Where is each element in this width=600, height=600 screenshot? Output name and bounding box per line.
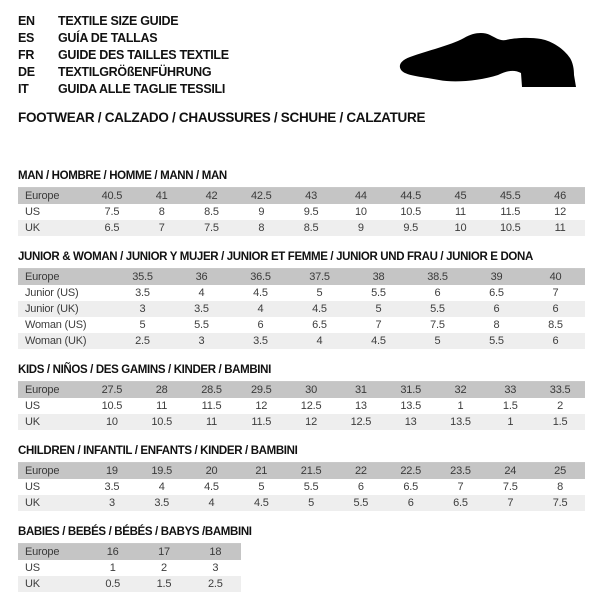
size-cell: 2 — [557, 400, 564, 412]
row-label: UK — [25, 416, 40, 428]
size-cell: 3 — [139, 303, 146, 315]
size-cell: 8.5 — [548, 319, 563, 331]
size-cell: 4.5 — [371, 335, 386, 347]
size-cell: 1.5 — [552, 416, 568, 428]
size-cell: 7 — [158, 222, 165, 234]
size-cell: 6 — [493, 303, 500, 315]
table-row — [18, 301, 585, 317]
size-cell: 5 — [434, 335, 441, 347]
size-cell: 9.5 — [403, 222, 419, 234]
size-cell: 19.5 — [151, 465, 172, 477]
size-cell: 2.5 — [135, 335, 150, 347]
row-label: UK — [25, 497, 40, 509]
size-cell: 0.5 — [105, 578, 121, 590]
row-label: US — [25, 400, 40, 412]
size-cell: 5.5 — [353, 497, 369, 509]
size-cell: 13.5 — [450, 416, 471, 428]
size-cell: 28.5 — [201, 384, 222, 396]
size-cell: 6 — [552, 335, 559, 347]
table-row — [18, 414, 585, 430]
size-table-kids — [18, 381, 585, 430]
size-cell: 13.5 — [400, 400, 421, 412]
size-cell: 45 — [454, 190, 467, 202]
size-cell: 10.5 — [151, 416, 172, 428]
size-cell: 8 — [557, 481, 564, 493]
table-row — [18, 495, 585, 511]
size-cell: 4 — [316, 335, 323, 347]
size-cell: 6 — [357, 481, 364, 493]
row-label: Woman (US) — [25, 319, 87, 331]
size-cell: 16 — [106, 546, 119, 558]
section-children — [18, 445, 582, 511]
size-cell: 22 — [354, 465, 367, 477]
size-cell: 33.5 — [549, 384, 571, 396]
size-cell: 23.5 — [450, 465, 471, 477]
size-cell: 7.5 — [502, 481, 518, 493]
section-babies — [18, 526, 582, 592]
row-label: Europe — [25, 190, 60, 202]
section-title: CHILDREN / INFANTIL / ENFANTS / KINDER / BAMBINI — [18, 445, 298, 457]
row-label: Junior (US) — [25, 287, 79, 299]
size-cell: 4 — [257, 303, 264, 315]
size-cell: 3.5 — [194, 303, 209, 315]
size-cell: 3.5 — [154, 497, 170, 509]
size-cell: 13 — [354, 400, 367, 412]
size-cell: 24 — [504, 465, 517, 477]
size-cell: 5 — [316, 287, 323, 299]
size-cell: 5.5 — [303, 481, 319, 493]
size-cell: 4 — [198, 287, 205, 299]
size-cell: 18 — [209, 546, 222, 558]
size-cell: 11 — [454, 206, 466, 218]
size-cell: 43 — [305, 190, 317, 202]
size-cell: 10.5 — [400, 206, 421, 218]
section-title: BABIES / BEBÉS / BÉBÉS / BABYS /BAMBINI — [18, 526, 252, 538]
size-cell: 12.5 — [350, 416, 372, 428]
language-title: GUIDA ALLE TAGLIE TESSILI — [58, 82, 226, 96]
size-cell: 6 — [257, 319, 264, 331]
size-cell: 12 — [554, 206, 566, 218]
size-cell: 7 — [457, 481, 464, 493]
row-label: Europe — [25, 271, 60, 283]
size-cell: 6.5 — [312, 319, 327, 331]
size-cell: 46 — [554, 190, 566, 202]
size-cell: 29.5 — [250, 384, 272, 396]
size-cell: 6.5 — [453, 497, 468, 509]
size-cell: 7 — [552, 287, 559, 299]
size-cell: 6 — [407, 497, 414, 509]
row-label: US — [25, 562, 40, 574]
table-row — [18, 463, 585, 480]
size-cell: 1 — [109, 562, 116, 574]
size-cell: 2 — [161, 562, 167, 574]
size-cell: 6 — [434, 287, 441, 299]
size-cell: 5 — [308, 497, 315, 509]
size-cell: 42.5 — [250, 190, 272, 202]
size-cell: 13 — [404, 416, 417, 428]
size-cell: 12 — [305, 416, 317, 428]
size-cell: 40 — [549, 271, 562, 283]
size-cell: 3.5 — [135, 287, 150, 299]
size-cell: 1.5 — [502, 400, 518, 412]
table-row — [18, 398, 585, 414]
size-cell: 10.5 — [499, 222, 521, 234]
row-label: Woman (UK) — [25, 335, 87, 347]
size-cell: 41 — [155, 190, 168, 202]
table-row — [18, 269, 585, 286]
size-cell: 33 — [504, 384, 517, 396]
size-cell: 4.5 — [204, 481, 219, 493]
size-cell: 11.5 — [251, 416, 272, 428]
size-cell: 11.5 — [500, 206, 521, 218]
size-cell: 17 — [158, 546, 170, 558]
size-cell: 38 — [372, 271, 385, 283]
section-title: KIDS / NIÑOS / DES GAMINS / KINDER / BAMBINI — [18, 364, 271, 376]
size-cell: 8.5 — [303, 222, 319, 234]
size-cell: 31 — [354, 384, 367, 396]
size-cell: 20 — [205, 465, 218, 477]
size-cell: 2.5 — [207, 578, 223, 590]
language-code: EN — [18, 14, 35, 28]
size-cell: 3 — [108, 497, 115, 509]
size-cell: 37.5 — [309, 271, 330, 283]
size-cell: 7.5 — [204, 222, 219, 234]
row-label: Europe — [25, 546, 60, 558]
size-table-man — [18, 187, 585, 236]
size-cell: 7.5 — [430, 319, 445, 331]
size-cell: 4.5 — [253, 497, 269, 509]
size-cell: 39 — [490, 271, 503, 283]
size-cell: 8 — [158, 206, 165, 218]
language-title: GUIDE DES TAILLES TEXTILE — [58, 48, 229, 62]
size-cell: 22.5 — [400, 465, 421, 477]
table-row — [18, 560, 241, 576]
size-cell: 3 — [212, 562, 219, 574]
row-label: UK — [25, 222, 40, 234]
section-kids — [18, 364, 582, 430]
size-table-children — [18, 462, 585, 511]
size-cell: 12.5 — [300, 400, 322, 412]
size-tables — [18, 170, 582, 592]
size-cell: 1 — [457, 400, 464, 412]
size-cell: 9 — [258, 206, 265, 218]
size-cell: 32 — [454, 384, 467, 396]
language-code: FR — [18, 48, 35, 62]
size-cell: 11 — [554, 222, 566, 234]
size-cell: 42 — [205, 190, 218, 202]
size-cell: 6.5 — [403, 481, 419, 493]
size-cell: 5.5 — [430, 303, 445, 315]
size-cell: 11 — [205, 416, 217, 428]
size-cell: 36.5 — [250, 271, 271, 283]
size-cell: 36 — [195, 271, 208, 283]
row-label: Junior (UK) — [25, 303, 79, 315]
row-label: Europe — [25, 384, 60, 396]
section-junior-woman — [18, 251, 582, 349]
size-cell: 1 — [507, 416, 514, 428]
size-table-junior-woman — [18, 268, 585, 349]
row-label: US — [25, 481, 40, 493]
size-cell: 7.5 — [552, 497, 568, 509]
size-cell: 3 — [198, 335, 205, 347]
size-cell: 44.5 — [400, 190, 421, 202]
size-cell: 5 — [375, 303, 382, 315]
shoe-icon — [394, 25, 579, 90]
size-cell: 8 — [493, 319, 500, 331]
table-row — [18, 220, 585, 236]
table-row — [18, 544, 241, 561]
size-cell: 21 — [255, 465, 268, 477]
size-cell: 30 — [305, 384, 317, 396]
size-cell: 3.5 — [253, 335, 268, 347]
size-cell: 7 — [375, 319, 382, 331]
language-code: IT — [18, 82, 29, 96]
size-cell: 4.5 — [312, 303, 327, 315]
size-cell: 5.5 — [194, 319, 209, 331]
size-cell: 19 — [105, 465, 118, 477]
table-row — [18, 333, 585, 349]
size-cell: 4 — [208, 497, 215, 509]
size-cell: 5 — [139, 319, 146, 331]
size-cell: 9 — [357, 222, 364, 234]
size-cell: 44 — [354, 190, 367, 202]
language-title: TEXTILE SIZE GUIDE — [58, 14, 179, 28]
size-cell: 40.5 — [101, 190, 123, 202]
size-cell: 11 — [156, 400, 168, 412]
table-row — [18, 188, 585, 205]
size-cell: 35.5 — [132, 271, 153, 283]
table-row — [18, 317, 585, 333]
table-row — [18, 382, 585, 399]
size-cell: 10 — [354, 206, 367, 218]
size-cell: 5.5 — [489, 335, 504, 347]
size-table-babies — [18, 543, 241, 592]
size-cell: 12 — [255, 400, 268, 412]
size-cell: 38.5 — [427, 271, 448, 283]
size-cell: 28 — [155, 384, 168, 396]
category-heading: FOOTWEAR / CALZADO / CHAUSSURES / SCHUHE / CALZATURE — [18, 110, 426, 125]
size-cell: 8 — [258, 222, 265, 234]
size-cell: 4.5 — [253, 287, 268, 299]
section-man — [18, 170, 582, 236]
size-cell: 10 — [454, 222, 467, 234]
size-cell: 8.5 — [204, 206, 219, 218]
size-cell: 5.5 — [371, 287, 386, 299]
language-title: TEXTILGRÖßENFÜHRUNG — [58, 65, 212, 79]
language-code: ES — [18, 31, 35, 45]
language-title: GUÍA DE TALLAS — [58, 31, 158, 45]
size-cell: 7 — [507, 497, 514, 509]
size-cell: 3.5 — [104, 481, 120, 493]
size-cell: 5 — [258, 481, 265, 493]
size-cell: 6.5 — [489, 287, 504, 299]
table-row — [18, 285, 585, 301]
size-cell: 11.5 — [201, 400, 222, 412]
row-label: UK — [25, 578, 40, 590]
size-cell: 7.5 — [104, 206, 120, 218]
row-label: US — [25, 206, 40, 218]
table-row — [18, 576, 241, 592]
size-cell: 6 — [552, 303, 559, 315]
size-cell: 31.5 — [400, 384, 421, 396]
section-title: MAN / HOMBRE / HOMME / MANN / MAN — [18, 170, 227, 182]
size-cell: 25 — [554, 465, 566, 477]
table-row — [18, 479, 585, 495]
size-cell: 1.5 — [156, 578, 172, 590]
size-cell: 45.5 — [499, 190, 521, 202]
size-cell: 10.5 — [101, 400, 123, 412]
table-row — [18, 204, 585, 220]
size-cell: 4 — [158, 481, 165, 493]
size-cell: 9.5 — [303, 206, 319, 218]
section-title: JUNIOR & WOMAN / JUNIOR Y MUJER / JUNIOR ET FEMME / JUNIOR UND FRAU / JUNIOR E DONA — [18, 251, 533, 263]
size-cell: 27.5 — [101, 384, 123, 396]
size-cell: 10 — [105, 416, 118, 428]
row-label: Europe — [25, 465, 60, 477]
size-cell: 21.5 — [300, 465, 322, 477]
size-cell: 6.5 — [104, 222, 120, 234]
language-code: DE — [18, 65, 35, 79]
